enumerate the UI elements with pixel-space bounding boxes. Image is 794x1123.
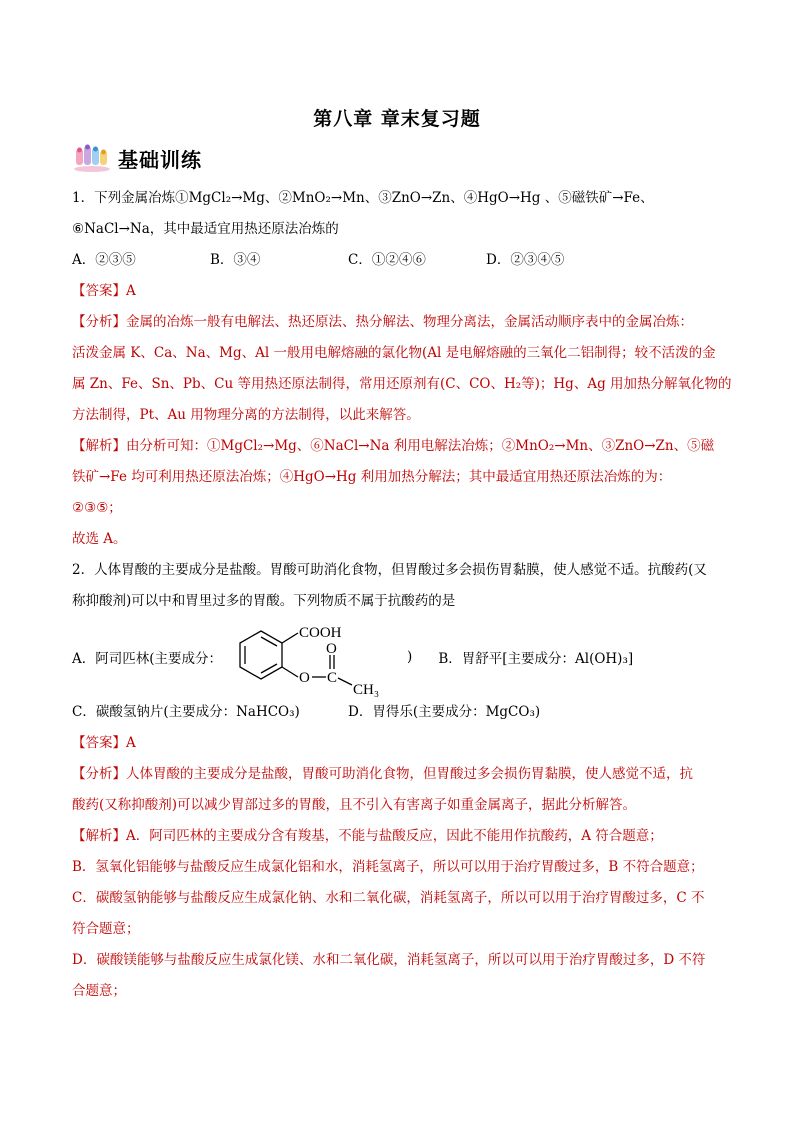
content bbox=[72, 183, 732, 1007]
q1-analysis-line: 【分析】金属的冶炼一般有电解法、热还原法、热分解法、物理分离法，金属活动顺序表中的金属冶炼： bbox=[72, 314, 693, 330]
q2-solution-line: D．碳酸镁能够与盐酸反应生成氯化镁、水和二氧化碳，消耗氢离子，所以可以用于治疗胃酸过多，D 不符 bbox=[72, 952, 706, 968]
q1-stem-line-1: 1．下列金属冶炼①MgCl₂→Mg、②MnO₂→Mn、③ZnO→Zn、④HgO→Hg 、⑤磁铁矿→Fe、 bbox=[72, 190, 654, 206]
q2-analysis-line: 【分析】人体胃酸的主要成分是盐酸，胃酸可助消化食物，但胃酸过多会损伤胃黏膜，使人感觉不适，抗 bbox=[72, 766, 693, 782]
q2-stem-line-1: 2．人体胃酸的主要成分是盐酸。胃酸可助消化食物，但胃酸过多会损伤胃黏膜，使人感觉不适。抗酸药(又 bbox=[72, 562, 707, 578]
page-title: 第八章 章末复习题 bbox=[313, 108, 481, 130]
carbonyl-oxygen-label: O bbox=[326, 641, 337, 657]
q2-stem-line-2: 称抑酸剂)可以中和胃里过多的胃酸。下列物质不属于抗酸药的是 bbox=[72, 593, 456, 609]
q2-options-cd bbox=[72, 697, 724, 728]
q1-solution-line: ②③⑤； bbox=[72, 500, 122, 516]
q1-option-c: C．①②④⑥ bbox=[348, 252, 426, 268]
q2-answer: 【答案】A bbox=[72, 735, 136, 751]
q1-options bbox=[72, 245, 724, 276]
q2-option-a: A．阿司匹林(主要成分： bbox=[72, 651, 223, 667]
q2-options-ab bbox=[72, 617, 724, 697]
q2-solution-line: B．氢氧化铝能够与盐酸反应生成氯化铝和水，消耗氢离子，所以可以用于治疗胃酸过多，B 不符合题意； bbox=[72, 859, 704, 875]
q1-stem-line-2: ⑥NaCl→Na，其中最适宜用热还原法冶炼的 bbox=[72, 221, 339, 237]
q2-solution-line: 【解析】A．阿司匹林的主要成分含有羧基，不能与盐酸反应，因此不能用作抗酸药，A 符合题意； bbox=[72, 828, 663, 844]
carbon-label: C bbox=[327, 670, 338, 686]
q1-answer: 【答案】A bbox=[72, 283, 136, 299]
q1-analysis-line: 方法制得，Pt、Au 用物理分离的方法制得，以此来解答。 bbox=[72, 407, 420, 423]
section-title: 基础训练 bbox=[118, 147, 202, 172]
q1-conclusion: 故选 A。 bbox=[72, 531, 127, 547]
pencils-icon bbox=[72, 143, 112, 173]
q2-solution-line: 符合题意； bbox=[72, 921, 140, 937]
q1-analysis-line: 活泼金属 K、Ca、Na、Mg、Al 一般用电解熔融的氯化物(Al 是电解熔融的三氧化二铝制得；较不活泼的金 bbox=[72, 345, 716, 361]
methyl-label: CH₃ bbox=[353, 682, 380, 697]
q1-solution-line: 铁矿→Fe 均可利用热还原法冶炼；④HgO→Hg 利用加热分解法；其中最适宜用热还原法冶炼的为： bbox=[72, 469, 672, 485]
q2-solution-line: 合题意； bbox=[72, 983, 126, 999]
aspirin-structure bbox=[226, 617, 401, 697]
q1-option-b: B．③④ bbox=[210, 252, 261, 268]
section-header bbox=[72, 140, 202, 176]
q2-option-d: D．胃得乐(主要成分：MgCO₃) bbox=[348, 704, 541, 720]
q2-option-a-close: ) bbox=[407, 649, 413, 665]
q1-option-a: A．②③⑤ bbox=[72, 252, 136, 268]
q1-option-d: D．②③④⑤ bbox=[486, 252, 565, 268]
ester-oxygen-label: O bbox=[299, 670, 310, 686]
q1-solution-line: 【解析】由分析可知：①MgCl₂→Mg、⑥NaCl→Na 利用电解法冶炼；②MnO₂→Mn、③ZnO→Zn、⑤磁 bbox=[72, 438, 715, 454]
q1-analysis-line: 属 Zn、Fe、Sn、Pb、Cu 等用热还原法制得，常用还原剂有(C、CO、H₂等)；Hg、Ag 用加热分解氧化物的 bbox=[72, 376, 732, 392]
cooh-label: COOH bbox=[299, 625, 342, 641]
q2-option-b: B．胃舒平[主要成分：Al(OH)₃] bbox=[438, 651, 634, 667]
q2-analysis-line: 酸药(又称抑酸剂)可以减少胃部过多的胃酸，且不引入有害离子如重金属离子，据此分析解答。 bbox=[72, 797, 637, 813]
q2-solution-line: C．碳酸氢钠能够与盐酸反应生成氯化钠、水和二氧化碳，消耗氢离子，所以可以用于治疗胃酸过多，C 不 bbox=[72, 890, 705, 906]
q2-option-c: C．碳酸氢钠片(主要成分：NaHCO₃) bbox=[72, 704, 300, 720]
